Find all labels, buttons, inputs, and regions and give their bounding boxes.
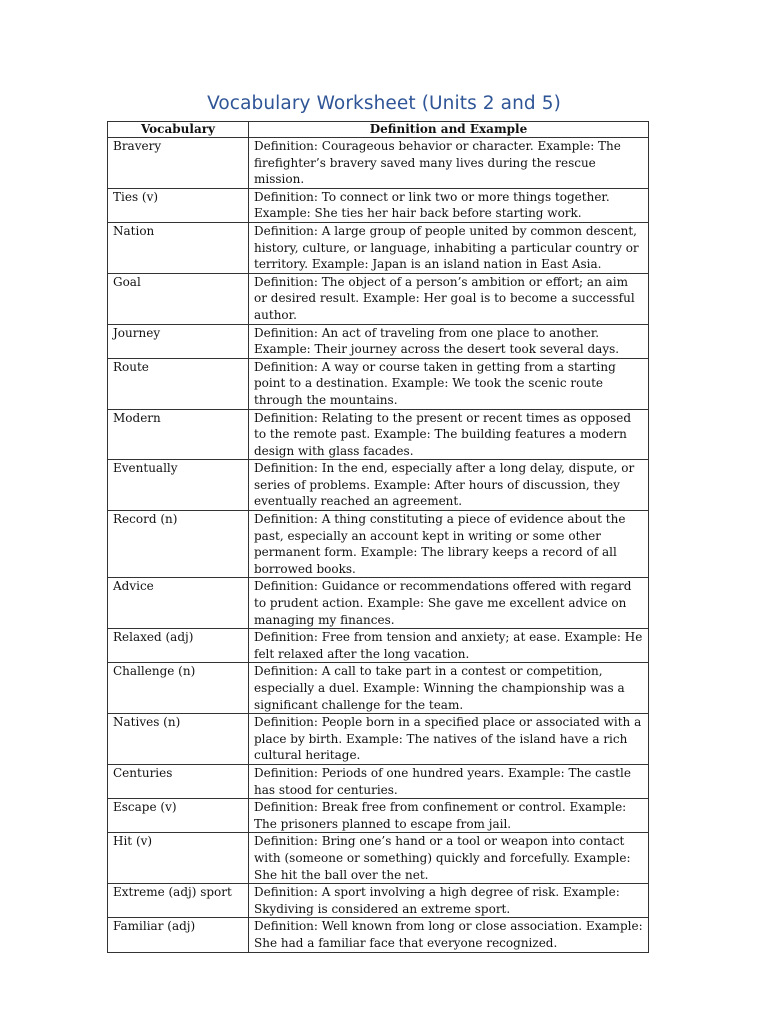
definition-text: Definition: A large group of people united by common descent, history, culture, or language, inhabiting a particular country or territory. Example: Japan is an island nation in East Asia. <box>249 222 649 273</box>
table-row <box>108 324 649 358</box>
definition-text: Definition: An act of traveling from one place to another. Example: Their journey across the desert took several days. <box>249 324 649 358</box>
vocabulary-term: Bravery <box>108 138 249 189</box>
table-row <box>108 764 649 798</box>
vocabulary-term: Goal <box>108 273 249 324</box>
definition-text: Definition: Free from tension and anxiety; at ease. Example: He felt relaxed after the long vacation. <box>249 629 649 663</box>
definition-text: Definition: To connect or link two or more things together. Example: She ties her hair back before starting work. <box>249 188 649 222</box>
vocabulary-term: Modern <box>108 409 249 460</box>
vocabulary-term: Ties (v) <box>108 188 249 222</box>
table-row <box>108 460 649 511</box>
definition-text: Definition: Well known from long or close association. Example: She had a familiar face that everyone recognized. <box>249 918 649 952</box>
definition-text: Definition: Guidance or recommendations offered with regard to prudent action. Example: She gave me excellent advice on managing my finances. <box>249 578 649 629</box>
definition-text: Definition: A sport involving a high degree of risk. Example: Skydiving is considered an extreme sport. <box>249 884 649 918</box>
definition-text: Definition: In the end, especially after a long delay, dispute, or series of problems. Example: After hours of discussion, they eventually reached an agreement. <box>249 460 649 511</box>
header-definition: Definition and Example <box>249 122 649 138</box>
vocabulary-term: Nation <box>108 222 249 273</box>
page-title: Vocabulary Worksheet (Units 2 and 5) <box>207 93 561 114</box>
vocabulary-term: Relaxed (adj) <box>108 629 249 663</box>
table-row <box>108 799 649 833</box>
vocabulary-table <box>107 121 649 953</box>
vocabulary-term: Journey <box>108 324 249 358</box>
definition-text: Definition: Courageous behavior or character. Example: The firefighter’s bravery saved many lives during the rescue mission. <box>249 138 649 189</box>
table-header-row <box>108 122 649 138</box>
vocabulary-term: Hit (v) <box>108 833 249 884</box>
table-row <box>108 511 649 578</box>
table-row <box>108 138 649 189</box>
definition-text: Definition: Bring one’s hand or a tool or weapon into contact with (someone or something) quickly and forcefully. Example: She hit the ball over the net. <box>249 833 649 884</box>
table-row <box>108 273 649 324</box>
table-row <box>108 884 649 918</box>
definition-text: Definition: A way or course taken in getting from a starting point to a destination. Example: We took the scenic route through the mountains. <box>249 358 649 409</box>
definition-text: Definition: Periods of one hundred years. Example: The castle has stood for centuries. <box>249 764 649 798</box>
definition-text: Definition: Break free from confinement or control. Example: The prisoners planned to escape from jail. <box>249 799 649 833</box>
vocabulary-term: Eventually <box>108 460 249 511</box>
table-row <box>108 918 649 952</box>
table-row <box>108 188 649 222</box>
definition-text: Definition: Relating to the present or recent times as opposed to the remote past. Example: The building features a modern design with glass facades. <box>249 409 649 460</box>
vocabulary-term: Escape (v) <box>108 799 249 833</box>
table-row <box>108 409 649 460</box>
vocabulary-term: Challenge (n) <box>108 663 249 714</box>
table-row <box>108 833 649 884</box>
table-row <box>108 714 649 765</box>
definition-text: Definition: A call to take part in a contest or competition, especially a duel. Example: Winning the championship was a significant challenge for the team. <box>249 663 649 714</box>
definition-text: Definition: People born in a specified place or associated with a place by birth. Example: The natives of the island have a rich cultural heritage. <box>249 714 649 765</box>
vocabulary-term: Route <box>108 358 249 409</box>
table-row <box>108 629 649 663</box>
vocabulary-term: Natives (n) <box>108 714 249 765</box>
header-vocabulary: Vocabulary <box>108 122 249 138</box>
vocabulary-term: Advice <box>108 578 249 629</box>
table-row <box>108 578 649 629</box>
vocabulary-term: Extreme (adj) sport <box>108 884 249 918</box>
definition-text: Definition: A thing constituting a piece of evidence about the past, especially an account kept in writing or some other permanent form. Example: The library keeps a record of all borrowed books. <box>249 511 649 578</box>
definition-text: Definition: The object of a person’s ambition or effort; an aim or desired result. Example: Her goal is to become a successful author. <box>249 273 649 324</box>
vocabulary-term: Familiar (adj) <box>108 918 249 952</box>
table-row <box>108 222 649 273</box>
table-row <box>108 663 649 714</box>
vocabulary-term: Record (n) <box>108 511 249 578</box>
table-body <box>108 138 649 953</box>
table-row <box>108 358 649 409</box>
vocabulary-term: Centuries <box>108 764 249 798</box>
